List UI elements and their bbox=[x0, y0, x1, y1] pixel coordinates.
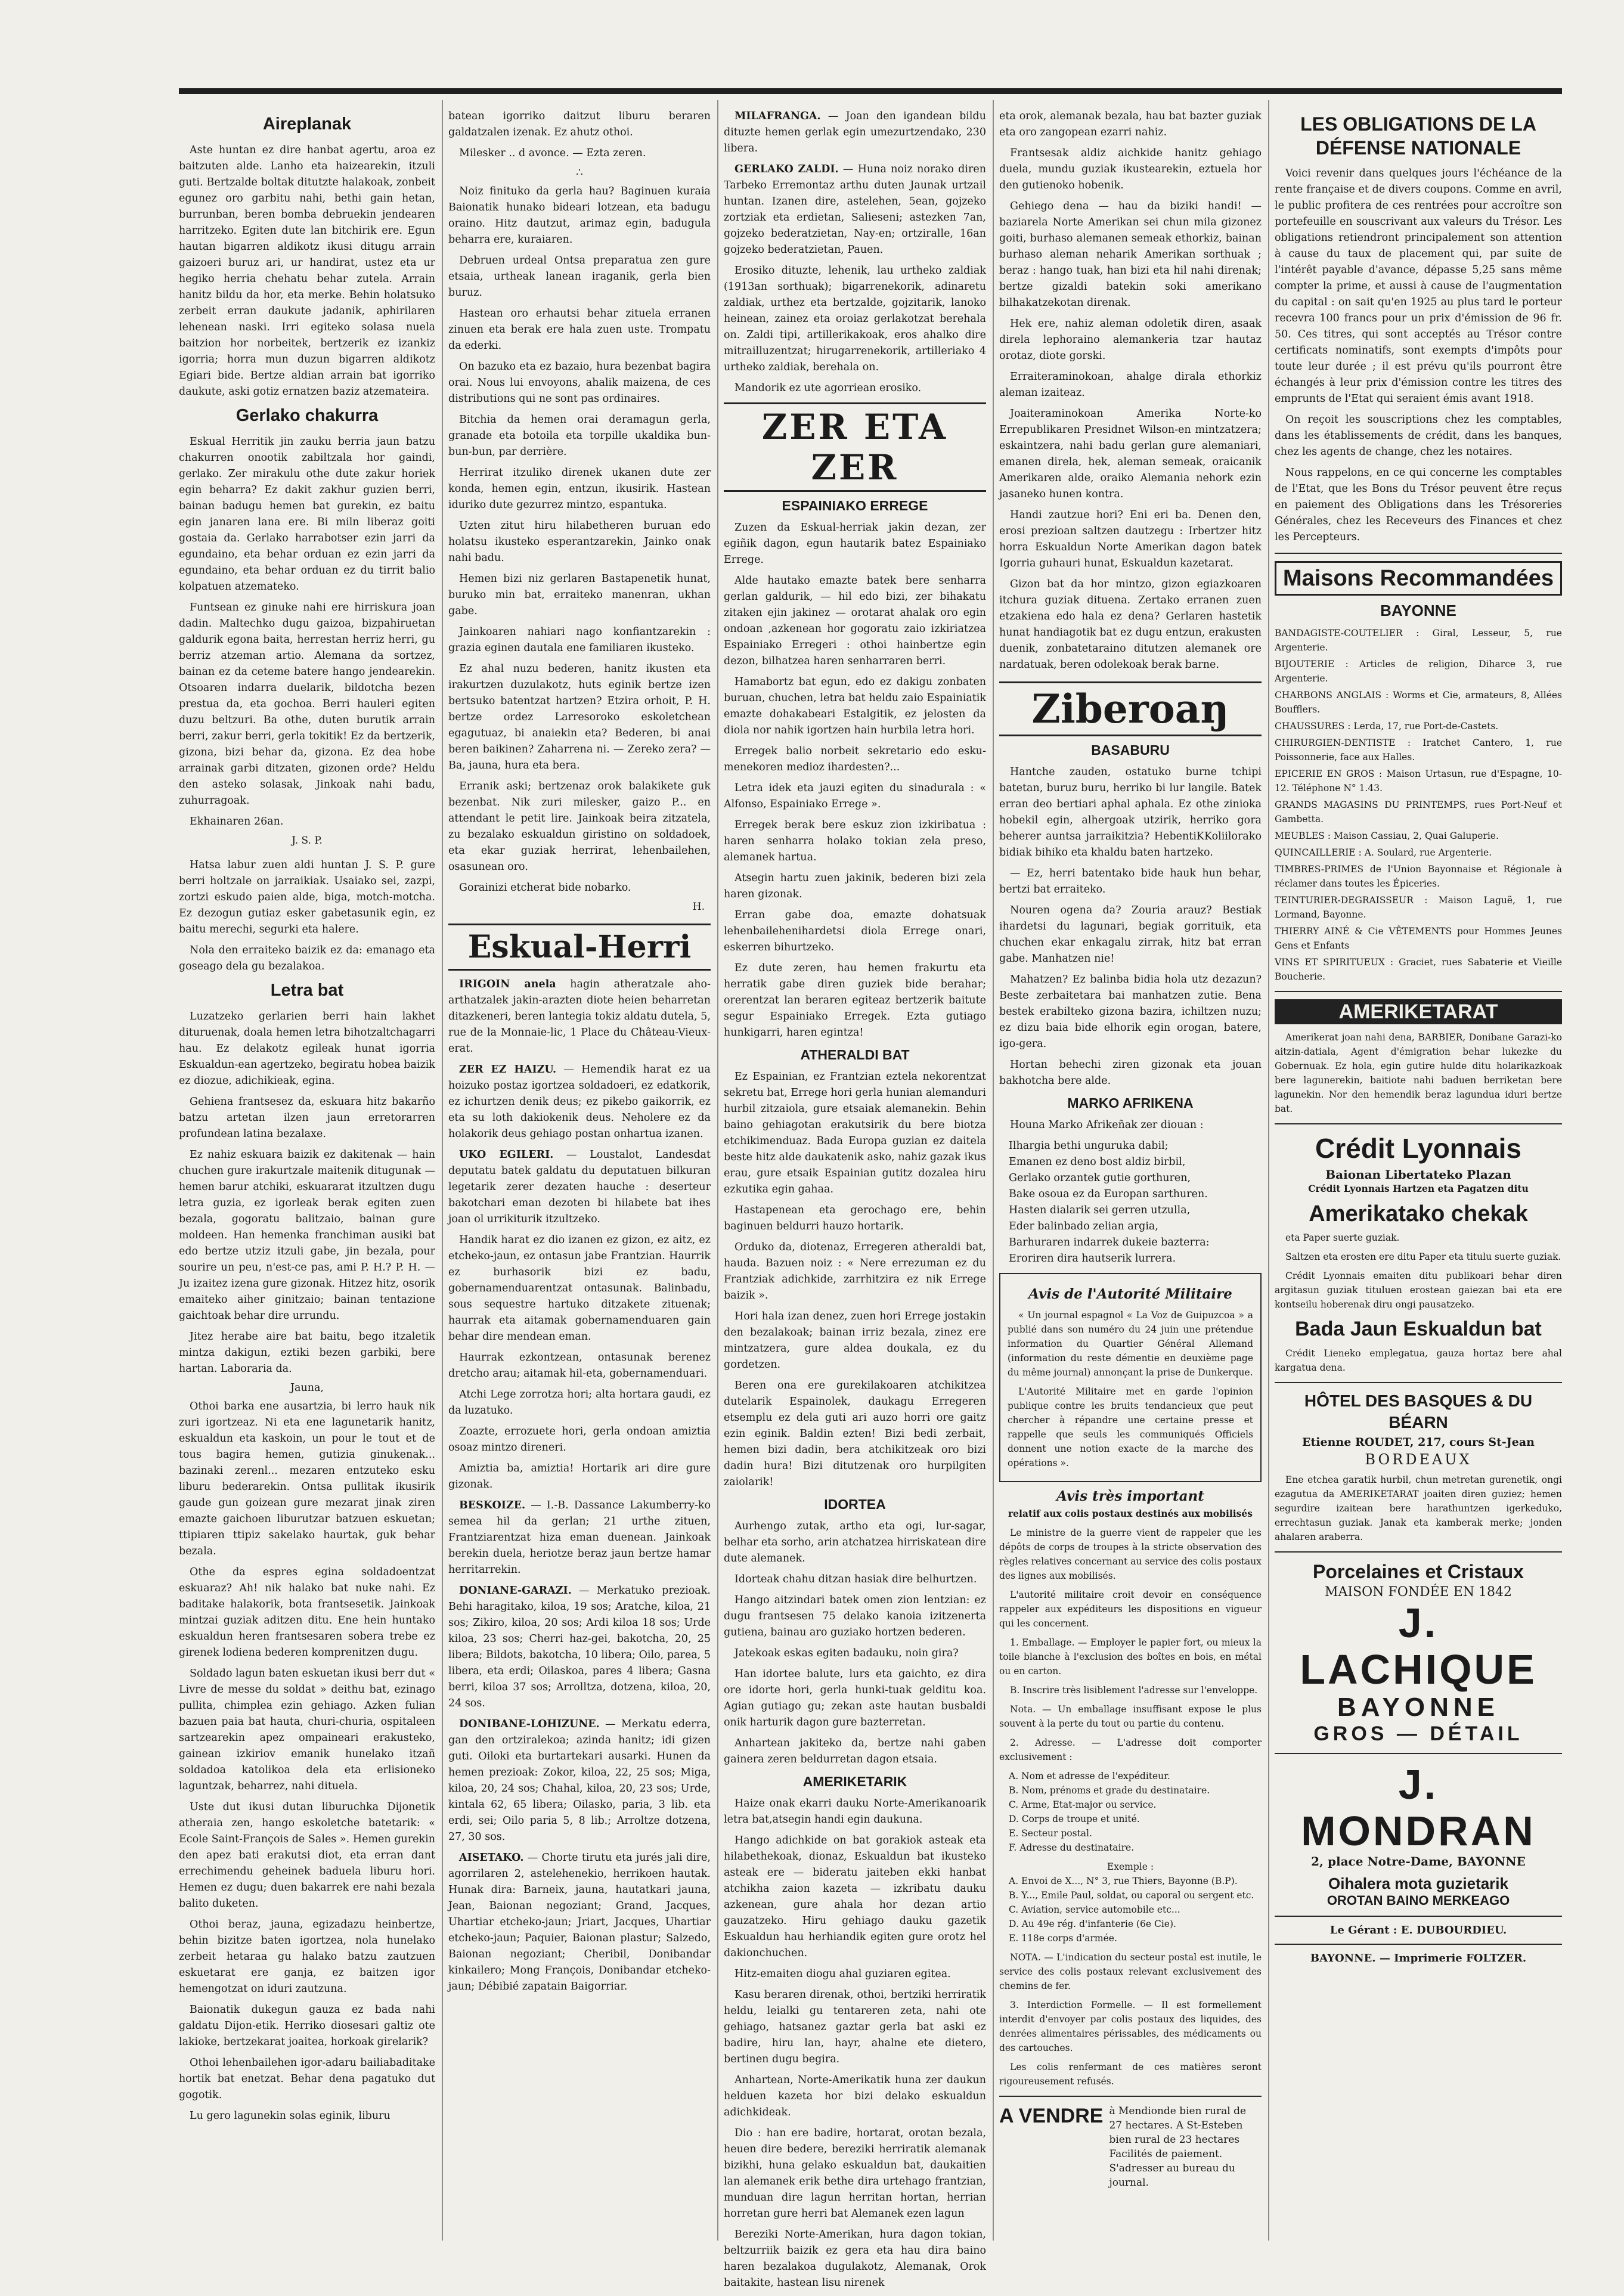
espainia-text-4: Erregek balio norbeit sekretario edo esku-menekoren medioz ihardesten?... bbox=[724, 745, 986, 773]
idortea-text-6: Anhartean jakiteko da, bertze nahi gaben gainera zeren beldurretan dagon etsaia. bbox=[724, 1737, 986, 1765]
gerant-line: Le Gérant : E. DUBOURDIEU. bbox=[1329, 1924, 1507, 1936]
a-vendre-title: A VENDRE bbox=[999, 2105, 1104, 2127]
ameriketarik-text-2: Hango adichkide on bat gorakiok asteak eta hilabethekoak, dionaz, Eskualdun bat ikusteko asteak ere — bideratu jaiteben ekki hanbat atchikha zaion kazeta — izkribatu dauku azkenean, gure ahala hor dezan artio gauzatzeko. Hiru gehiago dauku gazetik Eskualdun hau herhiandik egiten gure orotz hel dakionchuchen. bbox=[724, 1835, 986, 1959]
avis-important-example: Exemple : bbox=[1107, 1861, 1154, 1872]
idortea-text-2: Idorteak chahu ditzan hasiak dire belhurtzen. bbox=[734, 1573, 977, 1585]
basaburu-text-2: — Ez, herri batentako bide hauk hun behar, bertzi bat erraiteko. bbox=[999, 867, 1262, 896]
letra-salutation: Jauna, bbox=[290, 1382, 324, 1394]
column-1 bbox=[179, 109, 435, 2129]
avis-important-text-6: 2. Adresse. — L'adresse doit comporter exclusivement : bbox=[999, 1737, 1262, 1762]
espainia-text-3: Hamabortz bat egun, edo ez dakigu zonbaten buruan, chuchen, letra bat heldu zaio Espainiatik emazte dohakabeari Estalgitik, ez jelosten da diola nor nahik igortzen hain hurbila letra hori. bbox=[724, 676, 986, 736]
atheraldi-text-5: Beren ona ere gurekilakoaren atchikitzea dutelarik Espainolek, daukagu Erregeren etsemplu ez dela guti ari auzo horri ore gaitz ezin eginik. Baldin ezten! Bizi bedi zerbait, hemen bizi dadin, bera atchikitzeak oro bizi dadin hura! Bizi ditutzenak oro hurpilgiten zaiolarik! bbox=[724, 1380, 986, 1488]
lachique-subtitle: GROS — DÉTAIL bbox=[1313, 1722, 1523, 1745]
lachique-city: BAYONNE bbox=[1337, 1693, 1499, 1722]
column-rule bbox=[717, 100, 718, 2241]
maisons-city: BAYONNE bbox=[1380, 602, 1456, 619]
maisons-list-item: EPICERIE EN GROS : Maison Urtasun, rue d'Espagne, 10-12. Téléphone N° 1.43. bbox=[1275, 769, 1562, 794]
column-4 bbox=[999, 109, 1262, 2190]
donibane-lohizune-lead: DONIBANE-LOHIZUNE. bbox=[459, 1718, 600, 1730]
maisons-list-item: BIJOUTERIE : Articles de religion, Diharce 3, rue Argenterie. bbox=[1275, 659, 1562, 684]
maisons-list bbox=[1275, 626, 1562, 984]
uko-text-4: Atchi Lege zorrotza hori; alta hortara gaudi, ez da luzatuko. bbox=[448, 1389, 711, 1417]
obligations-title: LES OBLIGATIONS DE LA DÉFENSE NATIONALE bbox=[1300, 113, 1536, 159]
uko-text-6: Amiztia ba, amiztia! Hortarik ari dire gure gizonak. bbox=[448, 1463, 711, 1491]
amer-cont-text-7: Handi zautzue hori? Eni eri ba. Denen den, erosi prezioan saltzen dautzegu : Irbertzer hitz horra Eskualdun Norte Amerikan dagon batek Igorria guhauri hunat, Eskualdun kazetarat. bbox=[999, 509, 1262, 569]
porcelaines-title: Porcelaines et Cristaux bbox=[1313, 1561, 1524, 1582]
maisons-list-item: QUINCAILLERIE : A. Soulard, rue Argenterie. bbox=[1275, 847, 1492, 858]
a-vendre-text: à Mendionde bien rural de 27 hectares. A St-Esteben bien rural de 23 hectares Facilités de paiement. S'adresser au bureau du journal. bbox=[1109, 2105, 1247, 2189]
divider bbox=[1275, 1916, 1562, 1917]
marko-afrikena-title: MARKO AFRIKENA bbox=[1067, 1095, 1194, 1111]
letter-cont-text-13: Erranik aski; bertzenaz orok balakikete guk bezenbat. Nik zuri milesker, gaizo P... en attendant le petit lire. Jainkoak beira zitzatela, zu bezalako eskualdun giristino on soldadoek, eta ekar guziak herrirat, lehenbailehen, osasunean oro. bbox=[448, 780, 711, 873]
letter-cont-text-2: Milesker .. d avonce. — Ezta zeren. bbox=[459, 147, 646, 159]
aireplanak-text: Aste huntan ez dire hanbat agertu, aroa ez baitzuten alde. Lanho eta haizearekin, itzuli guti. Bertzalde boltak ditutzte halakoak, zonbeit egunez oro garbitu nahi, bethi gain hetan, burrunban, beren bomba debruekin jendearen harritzeko. Egiten dute lan bitchirik ere. Egun hautan bigarren aldikotz ikusi ditugu arrain gaizoeri buruz ari, ur handirat, ustez eta ur hegiko herria chehatu behar zutela. Arrain hanitz bildu da hor, eta merke. Behin holatsuko zerbeit erran daukute jadanik, aphirilaren lehenean naski. Irri egiteko solasa nuela baitzion hor norbeitek, bertzerik ez izankiz igorria; horra mun duzun bigarren aldikotz Egiari bide. Bertze aldian arrain bat igorriko daukute, aski gotiz ernatzen baziz atzemateira. bbox=[179, 144, 435, 398]
divider bbox=[1275, 1753, 1562, 1754]
letra-text-7: Soldado lagun baten eskuetan ikusi berr dut « Livre de messe du soldat » deithu bat, ezinago pullita, chimplea ezin gehiago. Azken fulian bazuen paia bat hauta, churi-churia, ospitaleen sartzearekin apez ompaineari erakusteko, gainean izkiriov emanik hunelako itzañ soldadoa katolikoa dela eta erlisioneko laguntzak, beharrez, nahi dituela. bbox=[179, 1668, 435, 1792]
column-rule bbox=[993, 100, 994, 2241]
divider bbox=[1275, 991, 1562, 992]
chakurra-date: Ekhainaren 26an. bbox=[190, 816, 284, 828]
basaburu-text-4: Mahatzen? Ez balinba bidia hola utz dezazun? Beste zerbaitetara bai manhatzen zutie. Bena bestek erabilteko gizona bazira, ichiltzen nuzu; ez dizu baia bide elhorik egin orogan, batere, igo-gera. bbox=[999, 974, 1262, 1050]
maisons-title: Maisons Recommandées bbox=[1275, 561, 1562, 596]
idortea-text-4: Jatekoak eskas egiten badauku, noin gira? bbox=[734, 1647, 959, 1659]
ameriketarik-text-4: Kasu beraren direnak, othoi, bertziki herriratik heldu, leialki gu tentareren zeta, nahi ote gehiago, hatsanez gaztar gerla bat aski ez badire, hiru lan, hayr, ahalne ete dietero, bertinen dugu begira. bbox=[724, 1989, 986, 2065]
credit-lyonnais-subtitle: Baionan Libertateko Plazan bbox=[1325, 1167, 1511, 1182]
idortea-title: IDORTEA bbox=[824, 1496, 886, 1512]
letra-text-5: Othoi barka ene ausartzia, bi lerro hauk nik zuri igortzeaz. Ni eta ene lagunetarik hanitz, eskualdun eta kaskoin, un pour le tout et de tous bagira hemen, gutizia ginukenak... bazinaki zerenl... mezaren entzuteko esku liburu bederarekin. Ontsa pullitak ikusirik gaude gun goizean gure mezarat jinak ziren emazte gaichoen liburutzar batzuen eskuetan; ttipiaren ttipiz sakelako haurtak, guk behar bezala. bbox=[179, 1400, 435, 1557]
avis-important-text-4: B. Inscrire très lisiblement l'adresse sur l'enveloppe. bbox=[1010, 1685, 1258, 1696]
espainia-text-6: Erregek berak bere eskuz zion izkiribatua : haren senharra holako tokian zela preso, alemanek hartua. bbox=[724, 819, 986, 863]
obligations-text-1: Voici revenir dans quelques jours l'échéance de la rente française et de divers coupons. Comme en avril, le public profitera de ces rentrées pour accroître son portefeuille en souscrivant aux valeurs du Trésor. Les obligations retiendront principalement son attention à cause du taux de placement qui, par suite de l'intérêt payable d'avance, dépasse 5,25 sans même compter la prime, et aussi à cause de l'augmentation du capital : on sait qu'en 1925 au plus tard le porteur recevra 100 francs pour un prix d'émission de 96 fr. 50. Ces titres, qui sont acceptés au Trésor contre certificats nominatifs, sont exempts d'impôts pour toute leur durée ; il est prévu qu'ils pourront être échangés à leur prix d'émission contre les titres des emprunts de l'Etat qui seraient émis avant 1918. bbox=[1275, 168, 1562, 405]
letter-cont-text-14: Gorainizi etcherat bide nobarko. bbox=[459, 882, 631, 894]
amer-cont-text-1: eta orok, alemanak bezala, hau bat bazter guziak eta oro zangopean ezarri nahiz. bbox=[999, 110, 1262, 138]
maisons-list-item: TEINTURIER-DEGRAISSEUR : Maison Laguë, 1, rue Lormand, Bayonne. bbox=[1275, 895, 1562, 920]
beskoize-text: — I.-B. Dassance Lakumberry-ko semea hil da gerlan; 21 urthe zituen, Frantziarentzat hiza eman duenean. Jainkoak berekin duela, heriotze beraz jaun bertze hamar herritarrekin. bbox=[448, 1499, 711, 1576]
hotel-city: BORDEAUX bbox=[1365, 1451, 1472, 1468]
porcelaines-subtitle: MAISON FONDÉE EN 1842 bbox=[1324, 1585, 1513, 1600]
credit-lyonnais-title: Crédit Lyonnais bbox=[1315, 1133, 1521, 1164]
zer-ez-text: — Hemendik harat ez ua hoizuko postaz igortzea soldadoeri, ez edatkorik, ez ichurtzen denik deus; ez pikebo gaikorrik, ez eta su loth dakiokenik deus. Neholere ez da holakorik deus gehiago postan onhartua izanen. bbox=[448, 1064, 711, 1140]
letter-cont-text-10: Hemen bizi niz gerlaren Bastapenetik hunat, buruko min bat, erraiteko manenran, ukhan gabe. bbox=[448, 573, 711, 617]
milafranga-lead: MILAFRANGA. bbox=[734, 110, 821, 122]
ameriketarik-text-7: Bereziki Norte-Amerikan, hura dagon tokian, beltzurriik baizik ez gera eta hau dira baino haren bezalakoa dugulakotz, Alemanak, Orok baitakite, hastean lisu nirenek bbox=[724, 2229, 986, 2289]
amer-cont-text-8: Gizon bat da hor mintzo, gizon egiazkoaren itchura guziak dituena. Zertako erranen zuen etzakiena edo hala ez dena? Gerlaren hastetik hunat handiagotik bat ez dugu entzun, erakusten duenik, zonbatetaraino ditutzen alemanek ore nardatuak, beren odolekoak berak barne. bbox=[999, 578, 1262, 671]
letra-text-9: Othoi beraz, jauna, egizadazu heinbertze, behin bizitze baten igortzea, nola hunelako zerbeit hetaraa gu halako batzu zautzuen eskuetarat ere ganja, ez baitzen igor hemengotzat on iduri zautzuna. bbox=[179, 1919, 435, 1995]
avis-important-text-5: Nota. — Un emballage insuffisant expose le plus souvent à la perte du tout ou partie du contenu. bbox=[999, 1704, 1262, 1729]
avis-important-text-3: 1. Emballage. — Employer le papier fort, ou mieux la toile blanche à l'exclusion des boîtes en bois, en métal ou en carton. bbox=[999, 1637, 1262, 1677]
avis-important-text-10: NOTA. — L'indication du secteur postal est inutile, le service des colis postaux relevant exclusivement des chemins de fer. bbox=[999, 1952, 1262, 1991]
maisons-list-item: CHARBONS ANGLAIS : Worms et Cie, armateurs, 8, Allées Boufflers. bbox=[1275, 690, 1562, 715]
divider bbox=[999, 2096, 1262, 2097]
letter-cont-text-9: Uzten zitut hiru hilabetheren buruan edo holatsu ikusteko esperantzarekin, Jainko onak nahi badu. bbox=[448, 520, 711, 564]
letra-text-8: Uste dut ikusi dutan liburuchka Dijonetik atheraia zen, hango eskoletche batetarik: « Ecole Saint-François de Sales ». Hemen gurekin den apez bati erakutsi diot, eta erran dant errechimendu geheinek baduela liburu hori. Hemen ez dugu; duen bakarrek ere nahi bezala balito duketen. bbox=[179, 1801, 435, 1910]
doniane-garazi-lead: DONIANE-GARAZI. bbox=[459, 1585, 572, 1597]
uko-lead: UKO EGILERI. bbox=[459, 1149, 554, 1161]
avis-important-text-7: A. Nom et adresse de l'expéditeur. B. Nom, prénoms et grade du destinataire. C. Arme, Etat-major ou service. D. Corps de troupe et unité. E. Secteur postal. F. Adresse du destinataire. bbox=[1009, 1771, 1210, 1853]
avis-autorite-text-1: « Un journal espagnol « La Voz de Guipuzcoa » a publié dans son numéro du 24 juin une prétendue information du Quartier Général Allemand (information du reste démentie en deuxième page du même journal) annonçant la prise de Dunkerque. bbox=[1008, 1310, 1253, 1378]
letter-cont-text-3: Noiz finituko da gerla hau? Baginuen kuraia Baionatik hunako bideari lotzean, eta badugu oraino. Hitz dautzut, arimaz egin, badugula beharra ere, kuraiaren. bbox=[448, 185, 711, 246]
divider bbox=[1275, 1551, 1562, 1553]
cheques-text-3: Crédit Lyonnais emaiten ditu publikoari behar diren argitasun guziak tituluen erostean gaiezan bai eta ere kontseilu hoberenak diru ongi pausatzeko. bbox=[1275, 1271, 1562, 1310]
column-rule bbox=[442, 100, 443, 2241]
espainia-text-2: Alde hautako emazte batek bere senharra gerlan galdurik, — hil edo bizi, zer bihakatu zitaken ejin jakinez — orotarat ahalak oro egin ondoan ,azkenean hor gogoratu zaio izkiriatzea Espainiako Erregeri : othoi hainbertze egin dezon, bilhatzea haren senharraren berri. bbox=[724, 575, 986, 667]
maisons-list-item: CHIRURGIEN-DENTISTE : Iratchet Cantero, 1, rue Poissonnerie, face aux Halles. bbox=[1275, 738, 1562, 763]
ameriketarik-text-1: Haize onak ekarri dauku Norte-Amerikanoarik letra bat,atsegin handi egin daukuna. bbox=[724, 1798, 986, 1826]
atheraldi-title: ATHERALDI BAT bbox=[800, 1047, 910, 1062]
basaburu-title: BASABURU bbox=[1091, 742, 1170, 758]
espainia-text-7: Atsegin hartu zuen jakinik, bederen bizi zela haren gizonak. bbox=[724, 872, 986, 900]
marko-afrikena-poem: Ilhargia bethi unguruka dabil; Emanen ez deno bost aldiz birbil, Gerlako orzantek gutie gorthuren, Bake osoua ez da Europan sarthuren. Hasten dialarik sei gerren utzulla, Eder balinbado zelian argia, Barhuraren indarrek dukeie bazterra: Eroriren dira hautserik lurrera. bbox=[1009, 1140, 1210, 1265]
mondran-title: J. MONDRAN bbox=[1301, 1761, 1536, 1854]
amer-cont-text-3: Gehiego dena — hau da biziki handi! — baziarela Norte Amerikan sei chun mila gizonez goiti, burhaso alemanen semeak ethorkiz, bainan burhaso aleman neharik Amerikan sorthuak ; beraz : hango tuak, han bizi eta hil nahi direnak; bertze gizaldi batekin soki amerikano bilhakatzekotan direnak. bbox=[999, 200, 1262, 309]
idortea-text-1: Aurhengo zutak, artho eta ogi, lur-sagar, belhar eta sorho, arin atchatzea hirriskatean dire dute alemanek. bbox=[724, 1520, 986, 1564]
uko-text-5: Zoazte, errozuete hori, gerla ondoan amiztia osoaz mintzo direneri. bbox=[448, 1426, 711, 1454]
column-3 bbox=[724, 109, 986, 2296]
bada-jaun-text: Crédit Lieneko emplegatua, gauza hortaz bere ahal kargatua dena. bbox=[1275, 1348, 1562, 1373]
column-5 bbox=[1275, 109, 1562, 1969]
uko-text-2: Handik harat ez dio izanen ez gizon, ez aitz, ez etcheko-jaun, ez ontasun jabe Frantzian. Haurrik ez burhasorik bizi ez badu, gobernamenduarentzat ontasunak. Balinbadu, sous sequestre hartuko ditzakete zituenak; haurrak eta aitamak gobernamenduaren gain behar dire mendean eman. bbox=[448, 1234, 711, 1343]
donibane-lohizune-text: — Merkatu ederra, gan den ortziralekoa; azinda hanitz; idi gizen guti. Oiloki eta burtartekari ausarki. Hunen da hemen prezioak: Zokor, kiloa, 22, 25 sos; Miga, kiloa, 20, 24 sos; Chahal, kiloa, 20, 23 sos; Urde, kintala 62, 65 libera; Oilasko, paria, 3 lib. eta erdi, sei; Oilo paria 5, 8 lib.; Arroltze dotzena, 27, 30 sos. bbox=[448, 1718, 711, 1843]
idortea-text-3: Hango aitzindari batek omen zion lentzian: ez dugu frantsesen 75 delako kanoia izitzenerta gutiena, bainau aro guziako hortzen bederen. bbox=[724, 1594, 986, 1638]
section-separator: ∴ bbox=[576, 166, 583, 179]
oihalera-title: Oihalera mota guzietarik bbox=[1328, 1874, 1508, 1892]
mondran-subtitle: 2, place Notre-Dame, BAYONNE bbox=[1311, 1854, 1526, 1869]
uko-text-1: — Loustalot, Landesdat deputatu batek galdatu du deputatuen bilkuran legetarik zerer dezaten hauche : deserteur bakotchari eman dezoten bi hilabete bat ihes joan ol urrikiturik itzultzeko. bbox=[448, 1149, 711, 1225]
cheques-title: Amerikatako chekak bbox=[1309, 1201, 1528, 1226]
letter-cont-text-4: Debruen urdeal Ontsa preparatua zen gure etsaia, urtheak lanean iraganik, gerla bien buruz. bbox=[448, 255, 711, 299]
ziberoan-masthead: Ziberoaŋ bbox=[999, 681, 1262, 736]
letra-text-2: Gehiena frantsesez da, eskuara hitz bakarño batzu artetan ilzen jaun erretorarren profundean latina bezalaxe. bbox=[179, 1096, 435, 1140]
letter-cont-text-7: Bitchia da hemen orai deramagun gerla, granade eta botoila eta torpille ukaldika bun-bun-bun, par derrière. bbox=[448, 414, 711, 458]
amer-cont-text-2: Frantsesak aldiz aichkide hanitz gehiago duela, mundu guziak ikustearekin, eztuela hor den gutienoko hobenik. bbox=[999, 147, 1262, 191]
lachique-title: J. LACHIQUE bbox=[1300, 1600, 1537, 1693]
cheques-text-2: Saltzen eta erosten ere ditu Paper eta titulu suerte guziak. bbox=[1285, 1251, 1561, 1262]
ameriketarik-title: AMERIKETARIK bbox=[802, 1774, 907, 1789]
ameriketarik-text-5: Anhartean, Norte-Amerikatik huna zer daukun helduen kazeta hor bizi delako eskualdun adichkideak. bbox=[724, 2074, 986, 2118]
avis-important-text-9: A. Envoi de X..., N° 3, rue Thiers, Bayonne (B.P). B. Y..., Emile Paul, soldat, ou caporal ou sergent etc. C. Aviation, service automobile etc... D. Au 49e rég. d'infanterie (6e Cie). E. 118e corps d'armée. bbox=[1009, 1876, 1254, 1944]
letter-cont-text-6: On bazuko eta ez bazaio, hura bezenbat bagira orai. Nous lui envoyons, ahalik maizena, de ces distributions qui ne sont pas ordinaires. bbox=[448, 361, 711, 405]
maisons-list-item: VINS ET SPIRITUEUX : Graciet, rues Sabaterie et Vieille Boucherie. bbox=[1275, 957, 1562, 982]
basaburu-text-3: Nouren ogena da? Zouria arauz? Bestiak ihardetsi du lagunari, begiak gorrituik, eta chuchen ekar enkagalu zirrak, hitz bat erran gabe. Manhatzen nie! bbox=[999, 904, 1262, 965]
avis-important-text-12: Les colis renfermant de ces matières seront rigoureusement refusés. bbox=[999, 2062, 1262, 2087]
amer-cont-text-4: Hek ere, nahiz aleman odoletik diren, asaak direla lephoraino alemankeria tzar hautaz orotaz, diote gorski. bbox=[999, 318, 1262, 362]
espainia-text-9: Ez dute zeren, hau hemen frakurtu eta herratik gabe diren guziek bide berahar; orerentzat lan beraren egiteaz bertzerik baitute segur Espainiako Erregek. Ezta gutiago hunkigarri, haren egintza! bbox=[724, 962, 986, 1039]
letra-text-1: Luzatzeko gerlarien berri hain lakhet dituruenak, doala hemen letra bihotzaltchagarri hau. Ez delakotz egileak hunat igorria Eskualdun-ean agertzeko, begiratu hobea baizik ez diozue, adichikieak, egina. bbox=[179, 1011, 435, 1087]
espainia-text-5: Letra idek eta jauzi egiten du sinadurala : « Alfonso, Espainiako Errege ». bbox=[724, 782, 986, 810]
letra-text-11: Othoi lehenbailehen igor-adaru bailiabaditake hortik bat enetzat. Behar dena pagatuko dut gogotik. bbox=[179, 2057, 435, 2101]
ameriketarik-text-6: Dio : han ere badire, hortarat, orotan bezala, heuen dire bedere, bereziki herriratik alemanak bizikhi, huna gelako eskualdun bat, daukaitien lan alemanek erik bethe dira urtehago frantzian, munduan dire lagun herritan hortan, herrian horretan gure herri bat Alemanek ezen lagun bbox=[724, 2127, 986, 2220]
maisons-list-item: BANDAGISTE-COUTELIER : Giral, Lesseur, 5, rue Argenterie. bbox=[1275, 628, 1562, 653]
a-vendre-ad bbox=[999, 2104, 1262, 2190]
maisons-list-item: THIERRY AINÉ & Cie VÊTEMENTS pour Hommes Jeunes Gens et Enfants bbox=[1275, 926, 1562, 951]
hotel-text: Ene etchea garatik hurbil, chun metretan gurenetik, ongi ezagutua da AMERIKETARAT joaiten diren guziez; hemen segurdire izaitean bere harathuntzen igerkeduko, errechtasun guziak. Janak eta kamberak merke; jonden ahalaren araberra. bbox=[1275, 1474, 1562, 1542]
letra-text-10: Baionatik dukegun gauza ez bada nahi galdatu Dijon-etik. Herriko diosesari galtiz ote lakioke, bertzekarat joaitea, horkoak girelarik? bbox=[179, 2004, 435, 2048]
doniane-garazi-text: — Merkatuko prezioak. Behi haragitako, kiloa, 19 sos; Aratche, kiloa, 21 sos; Zikiro, kiloa, 20 sos; Ardi kiloa 18 sos; Urde kiloa, 23 sos; Cherri haz-gei, bakotcha, 20, 25 libera; Bildots, bakotcha, 10 libera; Oilo, parea, 5 libera, eta erdi; Oilaskoa, pares 4 libera; Gasna berri, kiloa 37 sos; Arrolltza, dotzena, kiloa, 20, 24 sos. bbox=[448, 1585, 711, 1709]
chakurra-text-1: Eskual Herritik jin zauku berria jaun batzu chakurren onootik zabiltzala hor gaindi, gerlako. Zer mirakulu othe dute zakur horiek egin beharra? Ez dakit zakhur guzien berri, bainan badugu hemen bat gurekin, ez baitu egin janaren lana ere. Bi miln liberaz goiti gostaia da. Gerlako harrabotser ezin jarri da egundaino, eta behar orduan ez ezin jarri da egundaino, eta behar orduan ez du tirrit balio kolpatuen atzemateko. bbox=[179, 436, 435, 593]
zaldi-text: — Huna noiz norako diren Tarbeko Erremontaz arthu duten Jaunak urtzail huntan. Izanen dire, astelehen, 5ean, gojzeko zortziak eta erdietan, Salieseni; astezken 7an, gojzeko bederatzietan, Nay-en; ortziralle, 16an gojzeko bederatzietan, Pauen. bbox=[724, 163, 986, 256]
maisons-list-item: GRANDS MAGASINS DU PRINTEMPS, rues Port-Neuf et Gambetta. bbox=[1275, 800, 1562, 825]
avis-important-title: Avis très important bbox=[1056, 1488, 1204, 1504]
espainia-text-1: Zuzen da Eskual-herriak jakin dezan, zer egiñik dagon, egun hautarik batez Espainiako Errege. bbox=[724, 522, 986, 566]
intro-text-2: Nola den erraiteko baizik ez da: emanago eta goseago dela gu bezalakoa. bbox=[179, 944, 435, 972]
ameriketarat-title: AMERIKETARAT bbox=[1275, 999, 1562, 1024]
column-rule bbox=[1268, 100, 1269, 2241]
hotel-title: HÔTEL DES BASQUES & DU BÉARN bbox=[1304, 1392, 1533, 1431]
letter-cont-text-1: batean igorriko daitzut liburu beraren galdatzalen izenak. Ez ahutz othoi. bbox=[448, 110, 711, 138]
letra-text-12: Lu gero lagunekin solas eginik, liburu bbox=[190, 2110, 390, 2122]
obligations-text-2: On reçoit les souscriptions chez les comptables, dans les établissements de crédit, dans les banques, chez les agents de change, chez les notaires. bbox=[1275, 414, 1562, 458]
espainia-title: ESPAINIAKO ERREGE bbox=[782, 498, 928, 513]
intro-text-1: Hatsa labur zuen aldi huntan J. S. P. gure berri holtzale on jarraikiak. Usaiako sei, zazpi, zortzi eskudo paien alde, biga, motch-motcha. Ez dezogun gutiaz esker gabetasunik egin, ez baitu merechi, segurki eta halere. bbox=[179, 859, 435, 935]
maisons-list-item: TIMBRES-PRIMES de l'Union Bayonnaise et Régionale à réclamer dans toutes les Épiceries. bbox=[1275, 864, 1562, 889]
hotel-subtitle: Etienne ROUDET, 217, cours St-Jean bbox=[1302, 1436, 1535, 1449]
amer-cont-text-6: Joaiteraminokoan Amerika Norte-ko Errepublikaren Presidnet Wilson-en mintzatzera; eskaintzera, nahi badu gerlan gure alemaniari, emanen direla, hek, aleman semeak, oraicanik Amerikaren alde, oraiko Alemania nehork ezin jasaneko hunen kontra. bbox=[999, 408, 1262, 500]
zaldi-text-2: Erosiko dituzte, lehenik, lau urtheko zaldiak (1913an sorthuak); bigarrenekorik, adinaretu zaldiak, urthez eta bertzalde, gojzitarik, lanoko heinean, zainez eta oroiaz gerlakotzat berehala on. Zaldi tipi, artillerikakoak, eros ahalko dire mitrailluzentzat; hirugarrenekorik, artilleriako 4 urtheko zaldiak, berehala on. bbox=[724, 265, 986, 373]
chakurra-title: Gerlako chakurra bbox=[235, 406, 379, 425]
irigoin-text: hagin atheratzale aho-arthatzalek jakin-arazten diote heien beharretan ditazkeneri, beren lantegia tokiz aldatu dutela, 5, rue de la Monnaie-lic, 1 Place du Château-Vieux-erat. bbox=[448, 978, 711, 1055]
ameriketarik-text-3: Hitz-emaiten diogu ahal guziaren egitea. bbox=[734, 1968, 951, 1980]
avis-autorite-box bbox=[999, 1273, 1262, 1482]
avis-autorite-text-2: L'Autorité Militaire met en garde l'opinion publique contre les bruits tendancieux que peut chercher à répandre une certaine presse et rappelle que seuls les communiqués Officiels donnent une notion exacte de la marche des opérations ». bbox=[1008, 1386, 1253, 1468]
printer-line: BAYONNE. — Imprimerie FOLTZER. bbox=[1310, 1952, 1527, 1965]
letter-cont-text-8: Herrirat itzuliko direnek ukanen dute zer konda, hemen egin, entzun, ikusirik. Hastean iduriko dute gezurrez mintzo, espantuka. bbox=[448, 467, 711, 511]
maisons-list-item: MEUBLES : Maison Cassiau, 2, Quai Galuperie. bbox=[1275, 831, 1499, 841]
divider bbox=[1275, 1123, 1562, 1124]
bada-jaun-title: Bada Jaun Eskualdun bat bbox=[1295, 1318, 1542, 1340]
cheques-text-1: eta Paper suerte guziak. bbox=[1285, 1232, 1400, 1243]
avis-important-subtitle: relatif aux colis postaux destinés aux mobilisés bbox=[1008, 1508, 1253, 1519]
divider bbox=[1275, 1944, 1562, 1945]
avis-important-text-2: L'autorité militaire croit devoir en conséquence rappeler aux expéditeurs les dispositions en vigueur qui les concernent. bbox=[999, 1589, 1262, 1629]
letra-text-6: Othe da espres egina soldadoentzat eskuaraz? Ah! nik halako bat nuke nahi. Ez baditake halakorik, bota frantsesetik. Jainkoak mintzai guziak aditzen ditu. Ene hein huntako eskualdun heren frantsesaren sobera trebe ez girenek lodiena bederen komprenitzen dugu. bbox=[179, 1566, 435, 1659]
column-2 bbox=[448, 109, 711, 2000]
chakurra-text-2: Funtsean ez ginuke nahi ere hirriskura joan dadin. Maltechko dugu gaizoa, bizpahiruetan galdurik egona baita, herrestan herriz herri, gu berriz atzeman artio. Alemana da sortzez, bainan ez da ceteme batere hango jendearekin. Otsoaren indarra duelarik, bildotcha bezen prestua da, eta gochoa. Berri hauleri egiten duzu beltzuri. Ba othe, duten burutik arrain berri, zakur berri, gerla tokitik! Ez da bertzerik, gizona, bizi behar da, gizona. Ez dea hobe arrainak garbi ditzaten, gizonen orde? Heldu den asteko solasak, Jinkoak nahi badu, zuhurragoak. bbox=[179, 602, 435, 807]
irigoin-lead: IRIGOIN anela bbox=[459, 978, 556, 990]
atheraldi-text-3: Orduko da, diotenaz, Erregeren atheraldi bat, hauda. Bazuen noiz : « Nere errezuman ez du Frantziak adichkide, zarrhitzira ez nik Errege baizik ». bbox=[724, 1241, 986, 1302]
avis-important-text-11: 3. Interdiction Formelle. — Il est formellement interdit d'envoyer par colis postaux des liquides, des denrées alimentaires périssables, des médicaments ou des cartouches. bbox=[999, 2000, 1262, 2053]
atheraldi-text-2: Hastapenean eta gerochago ere, behin baginuen beldurri hauzo hortarik. bbox=[724, 1204, 986, 1232]
divider bbox=[1275, 553, 1562, 554]
obligations-text-3: Nous rappelons, en ce qui concerne les comptables de l'Etat, que les Bons du Trésor peuvent être reçus en paiement des Obligations dans les Trésoreries Générales, chez les Receveurs des Finances et chez les Percepteurs. bbox=[1275, 467, 1562, 543]
beskoize-lead: BESKOIZE. bbox=[459, 1499, 526, 1511]
letter-signature: H. bbox=[692, 901, 705, 913]
basaburu-text-5: Hortan behechi ziren gizonak eta jouan bakhotcha bere alde. bbox=[999, 1059, 1262, 1087]
aireplanak-title: Aireplanak bbox=[262, 114, 352, 134]
zaldi-text-3: Mandorik ez ute agorriean erosiko. bbox=[734, 382, 922, 394]
avis-autorite-title: Avis de l'Autorité Militaire bbox=[1028, 1286, 1232, 1302]
aisetako-lead: AISETAKO. bbox=[459, 1852, 524, 1864]
zer-ez-lead: ZER EZ HAIZU. bbox=[459, 1064, 557, 1076]
oihalera-subtitle: OROTAN BAINO MERKEAGO bbox=[1327, 1893, 1510, 1908]
chakurra-signature: J. S. P. bbox=[292, 835, 323, 847]
basaburu-text-1: Hantche zauden, ostatuko burne tchipi batetan, buruz buru, herriko bi lur langile. Batek erran deo bertiari aphal aphala. Ez othe zinioka hobekil egin, alhergoak utzirik, herriko gora beherer auntsa jarraikitzia? HebentiKKoliilorako bidiak bihiko eta khaldu baten hartzeko. bbox=[999, 766, 1262, 859]
marko-afrikena-text: Houna Marko Afrikeñak zer diouan : bbox=[1010, 1119, 1204, 1131]
letter-cont-text-12: Ez ahal nuzu bederen, hanitz ikusten eta irakurtzen duzulakotz, huts eginik bertze izen bertsuko batentzat hartzen? Etzira orhoit, P. H. bertze ordez Larresoroko eskoletchean egagutuaz, bi anaiekin eta? Bederen, bi anai beren baikinen? Zaharrena ni. — Zereko zera? — Ba, jauna, hura eta bera. bbox=[448, 663, 711, 771]
letter-cont-text-5: Hastean oro erhautsi behar zituela erranen zinuen eta berak ere hala zuen uste. Trompatu da ederki. bbox=[448, 308, 711, 352]
newspaper-page bbox=[179, 88, 1562, 2289]
avis-important-text-1: Le ministre de la guerre vient de rappeler que les dépôts de corps de troupes à la stricte observation des règles relatives concernant au service des colis postaux des lignes aux mobilisés. bbox=[999, 1527, 1262, 1581]
aisetako-text: — Chorte tirutu eta jurés jali dire, agorrilaren 2, astelehenekio, herrikoen hautak. Hunak dira: Barneix, jauna, hautatkari jauna, Jean, Baionan negoziant; Grand, Jacques, Uhartiar etcheko-jaun; Jriart, Jacques, Uhartiar etcheko-jaun; Paquier, Baionan plastur; Salzedo, Baionan negoziant; Cheribil, Donibandar kinkailero; Mong François, Donibandar etcheko-jaun; Débibié zapatain Baigorriar. bbox=[448, 1852, 711, 1993]
maisons-list-item: CHAUSSURES : Lerda, 17, rue Port-de-Castets. bbox=[1275, 721, 1499, 732]
letra-text-4: Jitez herabe aire bat baitu, bego itzaletik mintza dakigun, eztiki bezen garbiki, bere hartan. Laboraria da. bbox=[179, 1331, 435, 1375]
amer-cont-text-5: Erraiteraminokoan, ahalge dirala ethorkiz aleman izaiteaz. bbox=[999, 371, 1262, 399]
atheraldi-text-4: Hori hala izan denez, zuen hori Errege jostakin den bezalakoak; bainan irriz bezala, zinez ere mintzatzera, gure aldea doukala, ez du gordetzen. bbox=[724, 1310, 986, 1371]
zer-eta-zer-masthead: ZER ETA ZER bbox=[724, 402, 986, 492]
credit-lyonnais-subtitle-2: Crédit Lyonnais Hartzen eta Pagatzen ditu bbox=[1308, 1183, 1529, 1194]
espainia-text-8: Erran gabe doa, emazte dohatsuak lehenbailehenihardetsi diola Errege onari, eskerren bihurtzeko. bbox=[724, 909, 986, 953]
letra-text-3: Ez nahiz eskuara baizik ez dakitenak — hain chuchen gure irakurtzale maitenik ditugunak — hemen barur atchiki, eskuararat itzultzen dugu letra guzia, ez igorleak berak egiten zuen bezala, gogoratu balitzaio, bainan gure moldeen. Han hemenka franchiman ausiki bat edo bertze utziz itzuli gabe, jin bezala, pour sourire un peu, n'est-ce pas, ami P. H.? P. H. — Ju izaitez izena gure gizonak. Hitzez hitz, osorik emaiteko aiher ginitzaio; bainan tentazione gaichtoak behar dire urrundu. bbox=[179, 1149, 435, 1322]
divider bbox=[1275, 1382, 1562, 1383]
eskual-herri-masthead: Eskual-Herri bbox=[448, 924, 711, 971]
atheraldi-text-1: Ez Espainian, ez Frantzian eztela nekorentzat sekretu bat, Errege hori gerla hunian alemanduri hurbil zitzaiola, gure etsaiak alemanekin. Behin baino gehiagotan erakutsirik du bere biotza etchikimenduaz. Bada Europa guzian ez daitela beste hitz alde daukatenik asko, nahiz gazak ikus erau, gure etsaik Espainian gutitz dozalea hiru ezkutika egin gahaa. bbox=[724, 1071, 986, 1195]
letra-title: Letra bat bbox=[270, 981, 344, 1000]
idortea-text-5: Han idortee balute, lurs eta gaichto, ez dira ore idorte hori, gerla hunki-tuak gelditu koa. Agian gutiago gu; zekan aste hautan busbaldi onik harturik dagon gure bazterretan. bbox=[724, 1668, 986, 1728]
ameriketarat-text: Amerikerat joan nahi dena, BARBIER, Donibane Garazi-ko aitzin-datiala, Agent d'émigration behar lukezke du Gobernuak. Ez hola, egin gutire hulde ditu holarikazkoak bere lagunerekin, baitiote nahi baduen berriketan bere lagunekin. Nor den hemendik beraz lagundua iduri bertze bat. bbox=[1275, 1032, 1562, 1114]
zaldi-lead: GERLAKO ZALDI. bbox=[734, 163, 839, 175]
uko-text-3: Haurrak ezkontzean, ontasunak berenez dretcho arau; aitamak hil-eta, gobernamenduari. bbox=[448, 1352, 711, 1380]
letter-cont-text-11: Jainkoaren nahiari nago konfiantzarekin : grazia eginen dautala ene familiaren ikusteko. bbox=[448, 626, 711, 654]
milafranga-text: — Joan den igandean bildu dituzte hemen gerlak egin umezurtzendako, 230 libera. bbox=[724, 110, 986, 154]
